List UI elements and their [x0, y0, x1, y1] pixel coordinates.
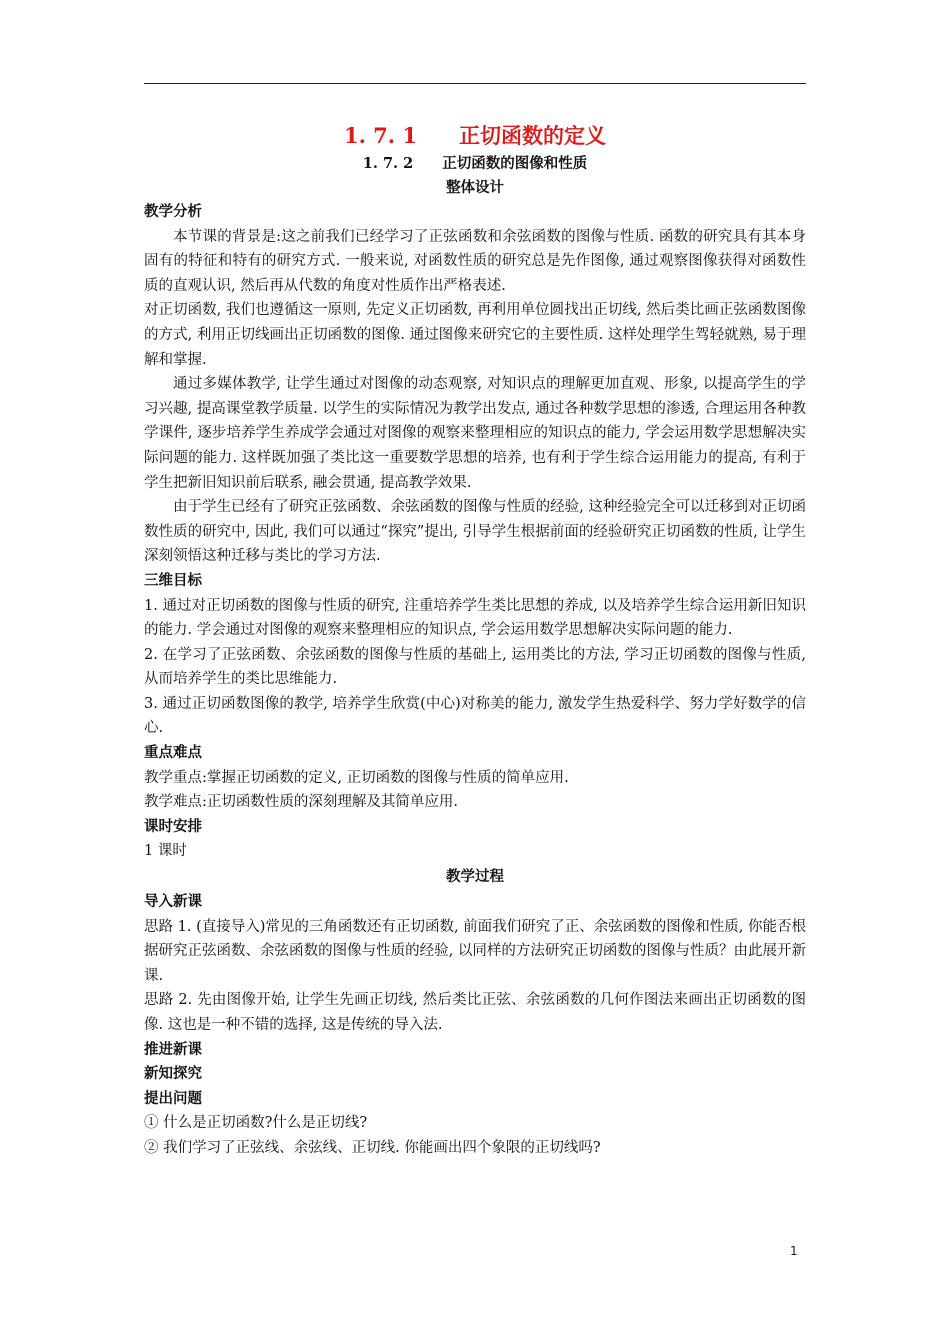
- section-heading-analysis: 教学分析: [144, 203, 202, 220]
- section-heading-explore: 新知探究: [144, 1065, 202, 1083]
- paragraph: 思路 1. (直接导入)常见的三角函数还有正切函数, 前面我们研究了正、余弦函数的图像和性质, 你能否根据研究正弦函数、余弦函数的图像与性质的经验, 以同样的方法研究正切函数的图像与性质？由此展开新课.: [144, 918, 806, 984]
- paragraph: 对正切函数, 我们也遵循这一原则, 先定义正切函数, 再利用单位圆找出正切线, 然后类比画正弦函数图像的方式, 利用正切线画出正切函数的图像. 通过图像来研究它的主要性质. 这样处理学生驾轻就熟, 易于理解和掌握.: [144, 302, 806, 368]
- section-heading-process: 教学过程: [446, 868, 504, 886]
- question-item: ② 我们学习了正弦线、余弦线、正切线. 你能画出四个象限的正切线吗?: [144, 1139, 601, 1156]
- paragraph: 思路 2. 先由图像开始, 让学生先画正切线, 然后类比正弦、余弦函数的几何作图法来画出正切函数的图像. 这也是一种不错的选择, 这是传统的导入法.: [144, 992, 806, 1033]
- section-heading-question: 提出问题: [144, 1089, 202, 1107]
- question-item: ① 什么是正切函数?什么是正切线?: [144, 1115, 368, 1132]
- header-rule: [144, 83, 806, 84]
- document-page: [144, 120, 806, 1161]
- paragraph: 教学重点:掌握正切函数的定义, 正切函数的图像与性质的简单应用.: [144, 769, 569, 786]
- paragraph: 由于学生已经有了研究正弦函数、余弦函数的图像与性质的经验, 这种经验完全可以迁移到对正切函数性质的研究中, 因此, 我们可以通过“探究”提出, 引导学生根据前面的经验研究正切函数的性质, 让学生深刻领悟这种迁移与类比的学习方法.: [144, 499, 806, 565]
- section-heading-schedule: 课时安排: [144, 817, 202, 835]
- paragraph: 本节课的背景是:这之前我们已经学习了正弦函数和余弦函数的图像与性质. 函数的研究具有其本身固有的特征和特有的研究方式. 一般来说, 对函数性质的研究总是先作图像, 通过观察图像获得对函数性质的直观认识, 然后再从代数的角度对性质作出严格表述.: [144, 228, 806, 294]
- design-heading: 整体设计: [446, 179, 504, 196]
- paragraph: 通过多媒体教学, 让学生通过对图像的动态观察, 对知识点的理解更加直观、形象, 以提高学生的学习兴趣, 提高课堂教学质量. 以学生的实际情况为教学出发点, 通过各种数学思想的渗透, 合理运用各种教学课件, 逐步培养学生养成学会通过对图像的观察来整理相应的知识点的能力, 学会运用数学思想解决实际问题的能力. 这样既加强了类比这一重要数学思想的培养, 也有利于学生综合运用能力的提高, 有利于学生把新旧知识前后联系, 融会贯通, 提高教学效果.: [144, 376, 806, 491]
- section-heading-goals: 三维目标: [144, 571, 202, 589]
- paragraph: 1. 通过对正切函数的图像与性质的研究, 注重培养学生类比思想的养成, 以及培养学生综合运用新旧知识的能力. 学会通过对图像的观察来整理相应的知识点, 学会运用数学思想解决实际问题的能力.: [144, 597, 806, 639]
- section-heading-intro: 导入新课: [144, 893, 202, 911]
- page-number: 1: [790, 1244, 798, 1258]
- section-heading-key-points: 重点难点: [144, 744, 202, 762]
- paragraph: 教学难点:正切函数性质的深刻理解及其简单应用.: [144, 794, 458, 811]
- section-heading-advance: 推进新课: [144, 1040, 202, 1058]
- document-subtitle: 1. 7. 2 正切函数的图像和性质: [362, 155, 588, 172]
- document-title: 1. 7. 1 正切函数的定义: [343, 123, 607, 148]
- paragraph: 2. 在学习了正弦函数、余弦函数的图像与性质的基础上, 运用类比的方法, 学习正切函数的图像与性质, 从而培养学生的类比思维能力.: [144, 646, 806, 688]
- paragraph: 1 课时: [144, 843, 187, 860]
- paragraph: 3. 通过正切函数图像的教学, 培养学生欣赏(中心)对称美的能力, 激发学生热爱科学、努力学好数学的信心.: [144, 695, 806, 737]
